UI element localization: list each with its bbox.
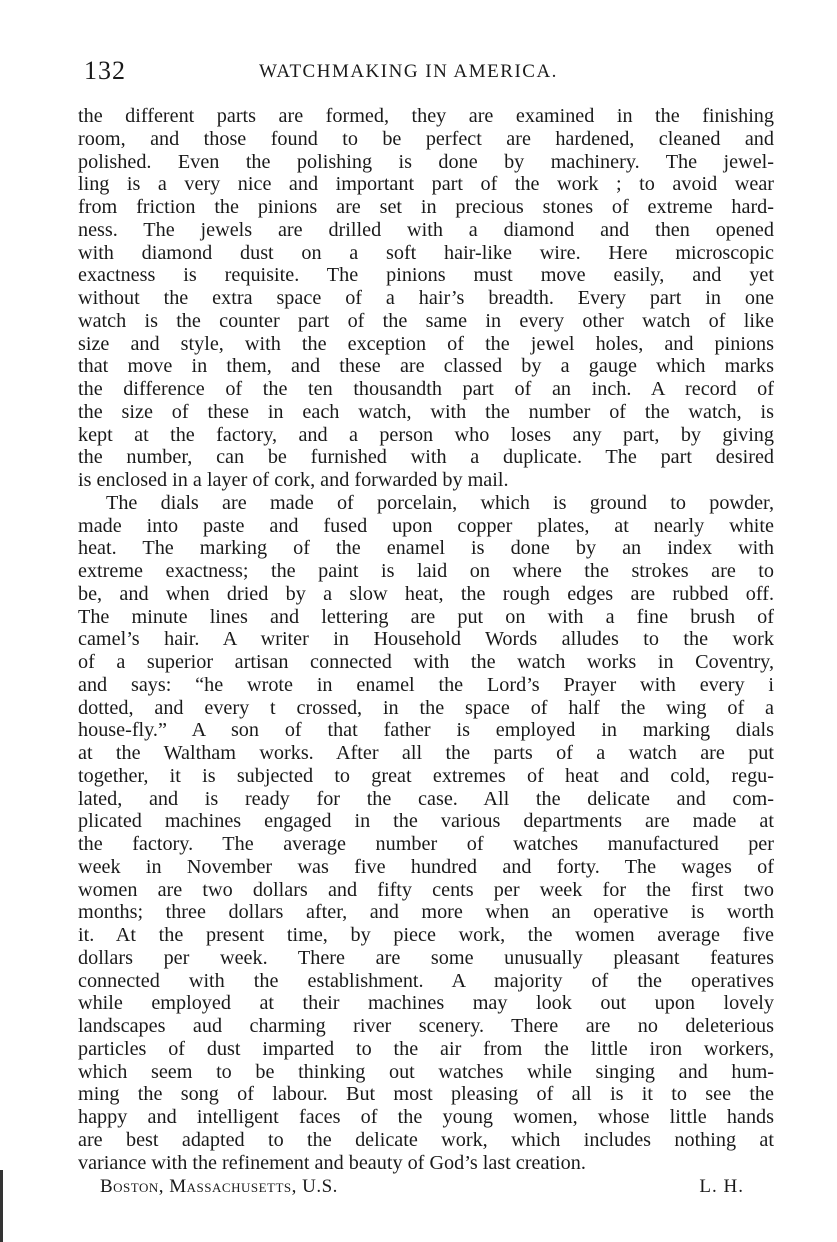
text-line: together, it is subjected to great extremes of heat and cold, regu- [78, 764, 774, 787]
text-line: room, and those found to be perfect are hardened, cleaned and [78, 127, 774, 150]
text-line: exactness is requisite. The pinions must move easily, and yet [78, 264, 774, 287]
text-line: the factory. The average number of watches manufactured per [78, 833, 774, 855]
text-line: variance with the refinement and beauty of God’s last creation. [78, 1151, 586, 1174]
text-line: the number, can be furnished with a duplicate. The part desired [78, 446, 774, 469]
text-line: be, and when dried by a slow heat, the rough edges are rubbed off. [78, 582, 774, 605]
text-line: while employed at their machines may look out upon lovely [78, 992, 774, 1015]
text-line: ming the song of labour. But most pleasing of all is it to see the [78, 1083, 774, 1106]
text-line: months; three dollars after, and more when an operative is worth [78, 901, 774, 924]
text-line: camel’s hair. A writer in Household Words alludes to the work [78, 628, 774, 651]
text-line: without the extra space of a hair’s breadth. Every part in one [78, 287, 774, 309]
text-line: the difference of the ten thousandth part of an inch. A record of [78, 378, 774, 400]
text-line: polished. Even the polishing is done by machinery. The jewel- [78, 150, 774, 173]
text-line: women are two dollars and fifty cents per week for the first two [78, 878, 774, 901]
text-line: happy and intelligent faces of the young women, whose little hands [78, 1106, 774, 1128]
text-line: and says: “he wrote in enamel the Lord’s Prayer with every i [78, 673, 774, 696]
signature-initials: L. H. [699, 1176, 744, 1198]
text-line: made into paste and fused upon copper plates, at nearly white [78, 514, 774, 537]
text-line: that move in them, and these are classed by a gauge which marks [78, 355, 774, 378]
text-line: kept at the factory, and a person who loses any part, by giving [78, 423, 774, 446]
text-line: dollars per week. There are some unusually pleasant features [78, 946, 774, 969]
signature-place: Boston, Massachusetts, U.S. [100, 1176, 338, 1198]
text-line: ling is a very nice and important part of the work ; to avoid wear [78, 173, 774, 196]
text-line: is enclosed in a layer of cork, and forwarded by mail. [78, 469, 509, 491]
text-line: size and style, with the exception of the jewel holes, and pinions [78, 332, 774, 355]
text-line: the different parts are formed, they are examined in the finishing [78, 105, 774, 127]
article-body [78, 105, 774, 1200]
text-line: plicated machines engaged in the various departments are made at [78, 810, 774, 833]
text-line: it. At the present time, by piece work, the women average five [78, 924, 774, 946]
page-header [84, 56, 784, 88]
text-line: dotted, and every t crossed, in the space of half the wing of a [78, 696, 774, 719]
running-head: WATCHMAKING IN AMERICA. [259, 61, 558, 82]
text-line: from friction the pinions are set in precious stones of extreme hard- [78, 196, 774, 218]
text-line: landscapes aud charming river scenery. There are no deleterious [78, 1015, 774, 1037]
text-line: house-fly.” A son of that father is employed in marking dials [78, 719, 774, 742]
text-line: with diamond dust on a soft hair-like wire. Here microscopic [78, 241, 774, 264]
text-line: connected with the establishment. A majority of the operatives [78, 969, 774, 992]
signature-line [78, 1174, 774, 1200]
margin-rule [0, 1170, 3, 1242]
text-line: watch is the counter part of the same in every other watch of like [78, 309, 774, 332]
text-line: lated, and is ready for the case. All the delicate and com- [78, 787, 774, 810]
text-line: are best adapted to the delicate work, which includes nothing at [78, 1128, 774, 1151]
text-line: particles of dust imparted to the air from the little iron workers, [78, 1037, 774, 1060]
text-line: The dials are made of porcelain, which is ground to powder, [106, 491, 774, 514]
text-line: week in November was five hundred and forty. The wages of [78, 855, 774, 878]
text-line: The minute lines and lettering are put on with a fine brush of [78, 605, 774, 628]
text-line: ness. The jewels are drilled with a diamond and then opened [78, 218, 774, 241]
text-line: extreme exactness; the paint is laid on where the strokes are to [78, 560, 774, 582]
text-line: heat. The marking of the enamel is done by an index with [78, 537, 774, 560]
text-line: the size of these in each watch, with the number of the watch, is [78, 400, 774, 423]
text-line: at the Waltham works. After all the parts of a watch are put [78, 742, 774, 764]
text-line: of a superior artisan connected with the watch works in Coventry, [78, 651, 774, 673]
page-number: 132 [84, 56, 126, 85]
text-line: which seem to be thinking out watches while singing and hum- [78, 1060, 774, 1083]
